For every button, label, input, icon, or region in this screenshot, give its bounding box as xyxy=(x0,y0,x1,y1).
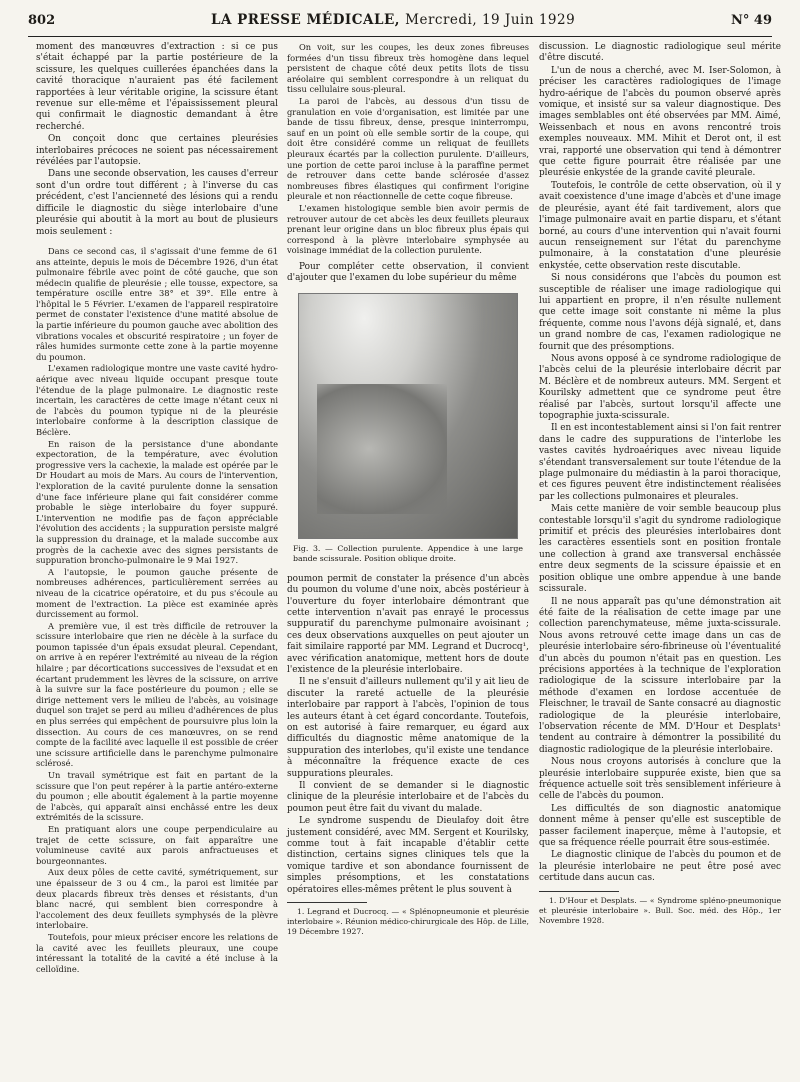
footnote-rule xyxy=(539,891,619,892)
paragraph: Il convient de se demander si le diagnostic clinique de la pleurésie interlobaire et de l'abcès du poumon peut être fait du vivant du malade. xyxy=(287,781,529,814)
paragraph: moment des manœuvres d'extraction : si ce pus s'était échappé par la partie postérieure de la scissure, les quelques cuillerées épanchées dans la cavité thoracique n'auraient pas été facilement rapportées à leur véritable origine, la scissure étant revenue sur elle-même et l'épaississement pleural qui confirmait le diagnostic demandant à être recherché. xyxy=(36,42,278,132)
paragraph: Nous nous croyons autorisés à conclure que la pleurésie interlobaire suppurée existe, bien que sa fréquence actuelle soit très sensiblement inférieure à celle de l'abcès du poumon. xyxy=(539,757,781,802)
page-number: 802 xyxy=(28,13,56,28)
paragraph: On voit, sur les coupes, les deux zones fibreuses formées d'un tissu fibreux très homogène dans lequel persistent de chaque côté deux petits îlots de tissu aréolaire qui semblent correspondre à un reliquat du tissu cellulaire sous-pleural. xyxy=(287,42,529,95)
paragraph: A première vue, il est très difficile de retrouver la scissure interlobaire que rien ne décèle à la surface du poumon tapissée d'un épais exsudat pleural. Cependant, on arrive à en repérer l'extrémité au niveau de la région hilaire ; par décortications successives de l'exsudat et en écartant prudemment les lèvres de la scissure, on arrive à la suivre sur la face postérieure du poumon ; elle se dirige nettement vers le milieu de l'abcès, au voisinage duquel son trajet se perd au milieu d'adhérences de plus en plus serrées qui empêchent de poursuivre plus loin la dissection. Au cours de ces manœuvres, on se rend compte de la facilité avec laquelle il est possible de créer une scissure artificielle dans le parenchyme pulmonaire sclérosé. xyxy=(36,620,278,769)
paragraph: Dans ce second cas, il s'agissait d'une femme de 61 ans atteinte, depuis le mois de Décembre 1926, d'un état pulmonaire fébrile avec point de côté gauche, que son médecin qualifie de pleurésie ; elle tousse, expectore, sa température oscille entre 38° et 39°. Elle entre à l'hôpital le 5 Février. L'examen de l'appareil respiratoire permet de constater l'existence d'une matité absolue de la partie inférieure du poumon gauche avec abolition des vibrations vocales et obscurité respiratoire ; un foyer de râles humides surmonte cette zone à la partie moyenne du poumon. xyxy=(36,245,278,362)
paragraph: Il en est incontestablement ainsi si l'on fait rentrer dans le cadre des suppurations de l'interlobe les vastes cavités hydroaériques avec niveau liquide s'étendant transversalement sur toute l'étendue de la plage pulmonaire du médiastin à la paroi thoracique, et ces figures peuvent être indistinctement réalisées par les collections pulmonaires et pleurales. xyxy=(539,423,781,502)
footnote-rule xyxy=(287,902,367,903)
radiograph-shadow xyxy=(317,384,447,514)
paragraph: Le syndrome suspendu de Dieulafoy doit être justement considéré, avec MM. Sergent et Kourilsky, comme tout à fait incapable d'établir cette distinction, certains signes cliniques tels que la vomique tardive et son abondance fournissent de simples présomptions, et les constatations opératoires elles-mêmes prêtent le plus souvent à xyxy=(287,816,529,895)
column-1 xyxy=(36,42,278,975)
paragraph: poumon permit de constater la présence d'un abcès du poumon du volume d'une noix, abcès postérieur à l'ouverture du foyer interlobaire démontrant que cette intervention n'avait pas enrayé le processus suppuratif du parenchyme pulmonaire avoisinant ; ces deux observations auxquelles on peut ajouter un fait similaire rapporté par MM. Legrand et Ducrocq¹, avec vérification anatomique, mettent hors de doute l'existence de la pleurésie interlobaire. xyxy=(287,573,529,675)
header-rule xyxy=(28,36,772,37)
radiograph-figure xyxy=(298,293,518,539)
page-header xyxy=(28,12,772,36)
paragraph: Dans une seconde observation, les causes d'erreur sont d'un ordre tout différent ; à l'inverse du cas précédent, c'est l'ancienneté des lésions qui a rendu difficile le diagnostic du siège interlobaire d'une pleurésie qui aboutit à la mort au bout de plusieurs mois seulement : xyxy=(36,169,278,237)
paragraph: En raison de la persistance d'une abondante expectoration, de la température, avec évolution progressive vers la cachexie, la malade est opérée par le Dr Houdart au mois de Mars. Au cours de l'intervention, l'exploration de la cavité purulente donne la sensation d'une face inférieure plane qui fait considérer comme probable le siège interlobaire du foyer suppuré. L'intervention ne modifie pas de façon appréciable l'évolution des accidents ; la suppuration persiste malgré la suppression du drainage, et la malade succombe aux progrès de la cachexie avec des signes persistants de suppuration broncho-pulmonaire le 9 Mai 1927. xyxy=(36,438,278,566)
paragraph: Nous avons opposé à ce syndrome radiologique de l'abcès celui de la pleurésie interlobaire décrit par M. Béclère et de nombreux auteurs. MM. Sergent et Kourilsky admettent que ce syndrome peut être réalisé par l'abcès, surtout lorsqu'il affecte une topographie juxta-scissurale. xyxy=(539,353,781,421)
paragraph: L'un de nous a cherché, avec M. Iser-Solomon, à préciser les caractères radiologiques de l'image hydro-aérique de l'abcès du poumon observé après vomique, et insisté sur sa valeur diagnostique. Des images semblables ont été observées par MM. Aimé, Weissenbach et nous en avons rencontré trois exemples nouveaux. MM. Mihit et Derot ont, il est vrai, rapporté une observation qui tend à démontrer que cette figure pourrait être réalisée par une pleurésie enkystée de la grande cavité pleurale. xyxy=(539,65,781,179)
column-3 xyxy=(539,42,781,926)
paragraph: L'examen radiologique montre une vaste cavité hydro-aérique avec niveau liquide occupant presque toute l'étendue de la plage pulmonaire. Le diagnostic reste incertain, les caractères de cette image n'étant ceux ni de l'abcès du poumon typique ni de la pleurésie interlobaire conforme à la description classique de Béclère. xyxy=(36,363,278,437)
paragraph: Mais cette manière de voir semble beaucoup plus contestable lorsqu'il s'agit du syndrome radiologique primitif et précis des pleurésies interlobaires dont les caractères essentiels sont en position frontale une collection à grand axe transversal enchâssée entre deux segments de la scissure épaissie et en position oblique une ombre appendue à une bande scissurale. xyxy=(539,504,781,595)
paragraph: En pratiquant alors une coupe perpendiculaire au trajet de cette scissure, on fait apparaître une volumineuse cavité aux parois anfractueuses et bourgeonnantes. xyxy=(36,823,278,866)
paragraph: A l'autopsie, le poumon gauche présente de nombreuses adhérences, particulièrement serrées au niveau de la cicatrice opératoire, et du pus s'écoule au moment de l'extraction. La pièce est examinée après durcissement au formol. xyxy=(36,566,278,620)
paragraph: Pour compléter cette observation, il convient d'ajouter que l'examen du lobe supérieur du même xyxy=(287,261,529,284)
paragraph: Il ne s'ensuit d'ailleurs nullement qu'il y ait lieu de discuter la rareté actuelle de la pleurésie interlobaire par rapport à l'abcès, l'opinion de tous les auteurs étant à cet égard concordante. Toutefois, on est autorisé à faire remarquer, eu égard aux difficultés du diagnostic même anatomique de la suppuration des interlobes, qu'il existe une tendance à méconnaître la fréquence exacte de ces suppurations pleurales. xyxy=(287,677,529,779)
paragraph: Un travail symétrique est fait en partant de la scissure que l'on peut repérer à la partie antéro-externe du poumon ; elle aboutit également à la partie moyenne de l'abcès, qui apparaît ainsi enchâssé entre les deux extrémités de la scissure. xyxy=(36,770,278,823)
paragraph: Il ne nous apparaît pas qu'une démonstration ait été faite de la réalisation de cette image par une collection parenchymateuse, même juxta-scissurale. Nous avons retrouvé cette image dans un cas de pleurésie interlobaire séro-fibrineuse où l'éventualité d'un abcès du poumon n'était pas en question. Les précisions apportées à la technique de l'exploration radiologique de la scissure interlobaire par la méthode d'examen en lordose accentuée de Fleischner, le travail de Sante consacré au diagnostic radiologique de la pleurésie interlobaire, l'observation récente de MM. D'Hour et Desplats¹ tendent au contraire à démontrer la possibilité du diagnostic radiologique de la pleurésie interlobaire. xyxy=(539,596,781,755)
paragraph: Le diagnostic clinique de l'abcès du poumon et de la pleurésie interlobaire ne peut être posé avec certitude dans aucun cas. xyxy=(539,850,781,884)
footnote: 1. Legrand et Ducrocq. — « Splénopneumonie et pleurésie interlobaire ». Réunion médico-chirurgicale des Hôp. de Lille, 19 Décembre 1927. xyxy=(287,907,529,937)
footnote: 1. D'Hour et Desplats. — « Syndrome spléno-pneumonique et pleurésie interlobaire ». Bull. Soc. méd. des Hôp., 1er Novembre 1928. xyxy=(539,895,781,925)
paragraph: Toutefois, le contrôle de cette observation, où il y avait coexistence d'une image d'abcès et d'une image de pleurésie, ayant été fait tardivement, alors que l'image pulmonaire avait en partie disparu, et s'étant borné, au cours d'une intervention qui n'avait fourni aucun renseignement sur l'état du parenchyme pulmonaire, à la constatation d'une pleurésie enkystée, cette observation reste discutable. xyxy=(539,180,781,271)
paragraph: Si nous considérons que l'abcès du poumon est susceptible de réaliser une image radiologique qui lui appartient en propre, il n'en résulte nullement que cette image soit constante ni même la plus fréquente, comme nous l'avons déjà signalé, et, dans un grand nombre de cas, l'examen radiologique ne fournit que des présomptions. xyxy=(539,273,781,352)
journal-title xyxy=(211,12,575,28)
issue-number: N° 49 xyxy=(731,13,772,28)
figure-caption: Fig. 3. — Collection purulente. Appendice à une large bande scissurale. Position oblique droite. xyxy=(293,543,523,563)
paragraph: Aux deux pôles de cette cavité, symétriquement, sur une épaisseur de 3 ou 4 cm., la paroi est limitée par deux placards fibreux très denses et résistants, d'un blanc nacré, qui semblent bien correspondre à l'accolement des deux feuillets symphysés de la plèvre interlobaire. xyxy=(36,867,278,931)
journal-name: LA PRESSE MÉDICALE, xyxy=(210,12,400,28)
column-2 xyxy=(287,42,529,937)
paragraph: On conçoit donc que certaines pleurésies interlobaires précoces ne soient pas nécessairement révélées par l'autopsie. xyxy=(36,134,278,168)
paragraph: Les difficultés de son diagnostic anatomique donnent même à penser qu'elle est susceptible de passer facilement inaperçue, même à l'autopsie, et que sa fréquence réelle pourrait être sous-estimée. xyxy=(539,803,781,849)
paragraph: L'examen histologique semble bien avoir permis de retrouver autour de cet abcès les deux feuillets pleuraux prenant leur origine dans un bloc fibreux plus épais qui correspond à la plèvre interlobaire symphysée au voisinage immédiat de la collection purulente. xyxy=(287,202,529,256)
paragraph: Toutefois, pour mieux préciser encore les relations de la cavité avec les feuillets pleuraux, une coupe intéressant la totalité de la cavité a été incluse à la celloïdine. xyxy=(36,931,278,974)
paragraph: discussion. Le diagnostic radiologique seul mérite d'être discuté. xyxy=(539,42,781,64)
issue-date: Mercredi, 19 Juin 1929 xyxy=(405,12,576,28)
paragraph: La paroi de l'abcès, au dessous d'un tissu de granulation en voie d'organisation, est limitée par une bande de tissu fibreux, dense, presque ininterrompu, sauf en un point où elle semble sortir de la coupe, qui doit être considéré comme un reliquat de feuillets pleuraux écartés par la collection purulente. D'ailleurs, une portion de cette paroi incluse à la paraffine permet de retrouver dans cette bande sclérosée d'assez nombreuses fibres élastiques qui confirment l'origine pleurale et non réactionnelle de cette coque fibreuse. xyxy=(287,95,529,202)
